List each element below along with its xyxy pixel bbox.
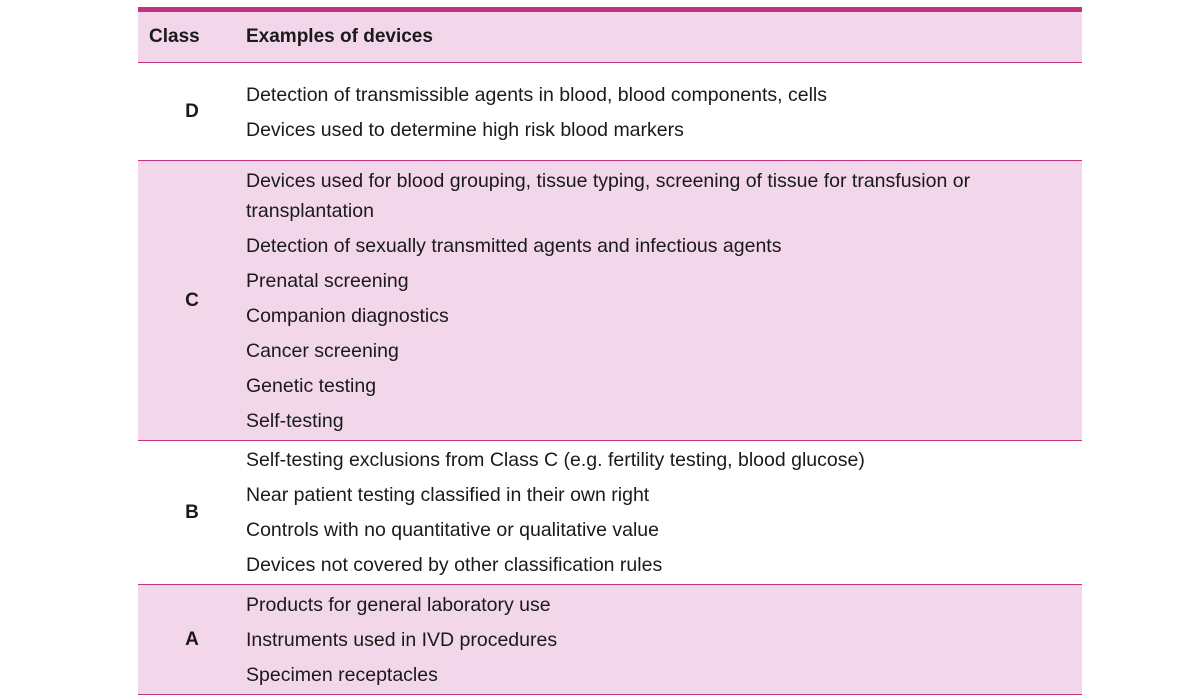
example-item: Near patient testing classified in their own right xyxy=(246,484,650,506)
example-item: Devices used to determine high risk blood markers xyxy=(246,119,684,141)
examples-cell xyxy=(246,161,1082,441)
example-item: Self-testing xyxy=(246,409,344,432)
examples-cell xyxy=(246,585,1082,695)
example-item: Devices used for blood grouping, tissue typing, screening of tissue for transfusion or transplantation xyxy=(246,169,971,222)
table-row-class-a xyxy=(138,585,1082,695)
class-column-header: Class xyxy=(149,26,200,47)
example-item: Genetic testing xyxy=(246,374,377,397)
example-item: Instruments used in IVD procedures xyxy=(246,628,558,651)
table-row-class-c xyxy=(138,161,1082,441)
class-cell: B xyxy=(185,501,199,523)
examples-cell xyxy=(246,441,1082,585)
example-item: Detection of transmissible agents in blood, blood components, cells xyxy=(246,84,827,106)
classification-table xyxy=(138,12,1082,695)
table-row-class-b xyxy=(138,441,1082,585)
examples-column-header: Examples of devices xyxy=(246,26,433,47)
example-item: Controls with no quantitative or qualitative value xyxy=(246,519,659,541)
example-item: Detection of sexually transmitted agents and infectious agents xyxy=(246,234,782,257)
example-item: Devices not covered by other classification rules xyxy=(246,554,663,576)
examples-cell xyxy=(246,63,1082,161)
example-item: Self-testing exclusions from Class C (e.g. fertility testing, blood glucose) xyxy=(246,449,865,471)
class-cell: D xyxy=(185,100,199,122)
device-class-table xyxy=(138,7,1082,695)
table-row-class-d xyxy=(138,63,1082,161)
example-item: Prenatal screening xyxy=(246,269,409,292)
header-row xyxy=(138,12,1082,63)
class-cell: A xyxy=(185,628,199,650)
class-cell: C xyxy=(185,289,199,311)
example-item: Cancer screening xyxy=(246,339,399,362)
example-item: Products for general laboratory use xyxy=(246,593,551,616)
example-item: Companion diagnostics xyxy=(246,304,449,327)
example-item: Specimen receptacles xyxy=(246,663,438,686)
